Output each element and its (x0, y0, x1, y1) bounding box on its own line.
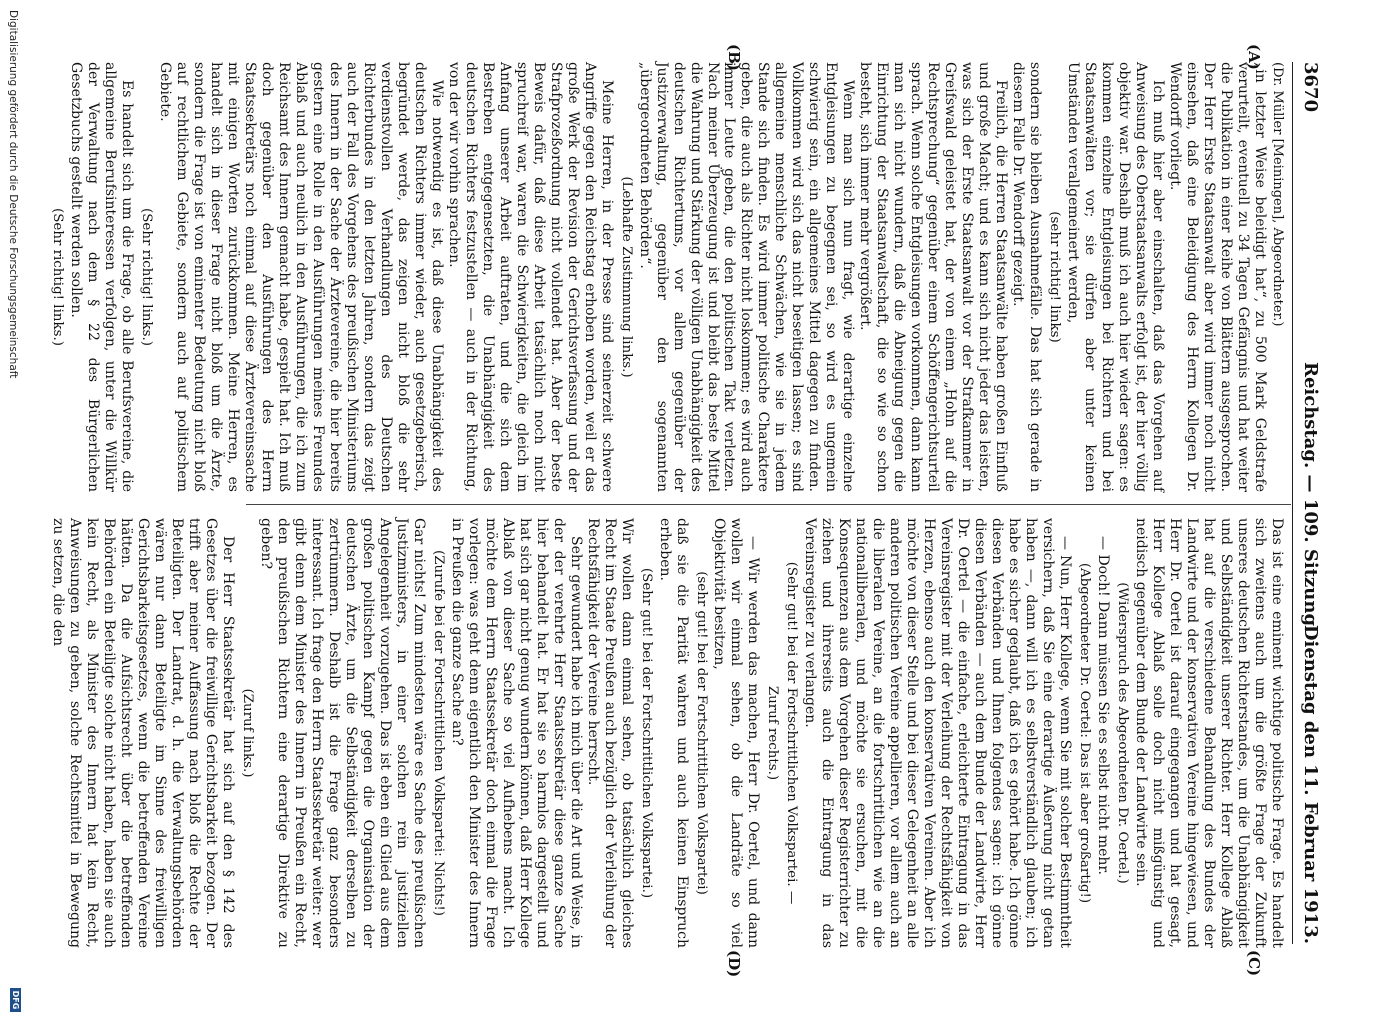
paragraph: Ich muß hier aber einschalten, daß das Vorgehen auf Anweisung des Oberstaatsanwalts erfolgt ist, der hier völlig objektiv war. Deshalb muß ich auch hier wieder sagen: es kommen einzelne Entgleisungen bei Richtern und bei Staatsanwälten vor; sie dürfen aber unter keinen Umständen verallgemeinert werden, (1065, 62, 1167, 492)
interjection: (Abgeordneter Dr. Oertel: Das ist aber großartig!) (1077, 562, 1093, 904)
paragraph: „in letzter Weise beleidigt hat“, zu 500 Mark Geldstrafe verurteilt, eventuell zu 34 Tagen Gefängnis und hat weiter die Publikation in einer Reihe von Blättern ausgesprochen. Der Herr Erste Staatsanwalt aber wird immer noch nicht einsehen, daß eine Beleidigung des Herrn Kollegen Dr. Wendorff vorliegt. (1167, 62, 1269, 492)
paragraph: Es handelt sich um die Frage, ob alle Berufsvereine, die allgemeine Berufsinteressen verfolgen, unter die Willkür der Verwaltung nach dem § 22 des Bürgerlichen Gesetzbuchs gestellt werden sollen. (68, 62, 136, 492)
paragraph: Freilich, die Herren Staatsanwälte haben großen Einfluß und große Macht; und es kann sich nicht jeder das leisten, was sich der Erste Staatsanwalt vor der Strafkammer in Greifswald geleistet hat, der von einem „Hohn auf die Rechtsprechung“ gegenüber einem Schöffengerichtsurteil sprach. Wenn solche Entgleisungen vorkommen, dann kann man sich nicht wundern, daß die Abneigung gegen die Einrichtung der Staatsanwaltschaft, die so wie so schon besteht, sich immer mehr vergrößert. (857, 62, 1010, 492)
interjection: (Sehr gut! bei der Fortschrittlichen Volkspartei. — (784, 561, 800, 905)
digitization-footer (0, 0, 21, 1010)
dfg-logo-icon: DFG (10, 988, 21, 1012)
interjection: (Sehr gut! bei der Fortschrittlichen Volkspartei.) (638, 567, 654, 899)
margin-marker-c: (C) (1245, 950, 1263, 977)
paragraph: Wir wollen dann einmal sehen, ob tatsächlich gleiches Recht im Staate Preußen auch bezüglich der Verleihung der Rechtsfähigkeit der Vereine herrscht. (584, 518, 635, 948)
paragraph: Meine Herren, in der Presse sind seinerzeit schwere Angriffe gegen den Reichstag erhoben worden, weil er das große Werk der Revision der Gerichtsverfassung und der Strafprozeßordnung nicht vollendet hat. Aber der beste Beweis dafür, daß diese Arbeit tatsächlich noch nicht spruchreif war, waren die Schwierigkeiten, die gleich im Anfang unserer Arbeit auftraten, und die sich dem Bestreben entgegensetzten, die Unabhängigkeit des deutschen Richters festzustellen — auch in der Richtung, von der wir vorhin sprachen. (445, 62, 615, 492)
interjection: (Lebhafte Zustimmung links.) (618, 176, 634, 378)
paragraph: Der Herr Staatssekretär hat sich auf den § 142 des Gesetzes über die freiwillige Gerichtsbarkeit bezogen. Der trifft aber meiner Auffassung nach bloß die Rechte der Beteiligten. Der Landrat, d. h. die Verwaltungsbehörden wären nur dann Beteiligte im Sinne des freiwilligen Gerichtsbarkeitsgesetzes, wenn die betreffenden Vereine hätten. Da die Aufsichtsrecht über die betreffenden Behörden ein Beteiligte solche nicht haben, haben sie auch kein Recht, als Minister des Innern hat kein Recht, Anweisungen zu geben, solche Rechtsmittel in Bewegung zu setzen, die den (50, 518, 236, 948)
page-number: 3670 (1300, 62, 1321, 113)
session-date: Dienstag den 11. Februar 1913. (1300, 624, 1321, 944)
paragraph: daß sie die Parität wahren und auch keinen Einspruch erheben. (656, 518, 690, 948)
paragraph: sondern sie bleiben Ausnahmefälle. Das hat sich gerade in diesem Falle Dr. Wendorff gezeigt. (1010, 62, 1044, 492)
left-column (46, 62, 1285, 492)
right-column (49, 518, 1285, 948)
paragraph: Das ist eine eminent wichtige politische Frage. Es handelt sich zweitens auch um die größte Frage der Zukunft unseres deutschen Richterstandes, um die Unabhängigkeit und Selbständigkeit unserer Richter. Herr Kollege Ablaß hat auf die verschiedene Behandlung des Bundes der Landwirte und der konservativen Vereine hingewiesen, und Herr Dr. Oertel ist darauf eingegangen und hat gesagt, Herr Kollege Ablaß solle doch nicht mißgünstig und neidisch gegenüber dem Bunde der Landwirte sein. (1133, 518, 1285, 948)
interjection: (Zurufe bei der Fortschrittlichen Volkspartei: Nichts!) (430, 550, 446, 916)
paragraph: Wenn man sich nun fragt, wie derartige einzelne Entgleisungen zu begegnen sei, so wird es ungemein schwierig sein, ein allgemeines Mittel dagegen zu finden. Vollkommen wird sich das nicht beseitigen lassen; es sind allgemeine menschliche Schwächen, wie sie in jedem Stande sich finden. Es wird immer politische Charaktere geben, die auch als Richter nicht loskommen; es wird auch immer Leute geben, die den politischen Takt verletzen. Nach meiner Überzeugung ist und bleibt das beste Mittel die Wahrung und Stärkung der völligen Unabhängigkeit des deutschen Richtertums, vor allem gegenüber der Justizverwaltung, gegenüber den sogenannten „übergeordneten Behörden“. (636, 62, 857, 492)
interjection: (Sehr richtig! links.) (50, 208, 66, 346)
paragraph: Sehr gewundert habe ich mich über die Art und Weise, in der der verehrte Herr Staatssekretär diese ganze Sache hier behandelt hat. Er hat sie so harmlos dargestellt und hat sich gar nicht genug wundern können, daß Herr Kollege Ablaß von dieser Sache so viel Aufhebens macht. Ich möchte dem Herrn Staatssekretär doch einmal die Frage vorlegen: was geht denn eigentlich den Minister des Innern in Preußen die ganze Sache an? (448, 518, 584, 948)
page-header (1293, 62, 1325, 944)
interjection: Zuruf rechts.) (765, 685, 781, 781)
column-divider (246, 504, 1291, 505)
margin-marker-a: (A) (1245, 44, 1263, 70)
interjection: (sehr gut! bei der Fortschrittlichen Volkspartei) (693, 571, 709, 895)
interjection: (sehr richtig! links) (1047, 211, 1063, 343)
interjection: (Widerspruch des Abgeordneten Dr. Oertel.) (1115, 582, 1131, 884)
margin-marker-d: (D) (725, 950, 743, 978)
paragraph: — Nun, Herr Kollege, wenn Sie mit solcher Bestimmtheit versichern, daß Sie eine derartige Äußerung nicht getan haben —, dann will ich es selbstverständlich glauben; ich habe es sicher geglaubt, daß ich es gehört habe. Ich gönne diesen Verbänden und Ihnen folgendes sagen: ich gönne diesen Verbänden — auch dem Bunde der Landwirte, Herr Dr. Oertel — die einfache, erleichterte Eintragung in das Vereinsregister mit der Verleihung der Rechtsfähigkeit von Herzen, ebenso auch den konservativen Vereinen. Aber ich möchte von dieser Stelle und bei dieser Gelegenheit an alle anderen politischen Vereine appellieren, vor allem auch an die liberalen Vereine, an die fortschrittlichen wie an die nationalliberalen, und möchte sie ersuchen, mit die Konsequenzen aus dem Vorgehen dieser Registerrichter zu ziehen und ihrerseits auch die Eintragung in das Vereinsregister zu verlangen. (802, 518, 1074, 948)
header-rule (1292, 62, 1293, 944)
paragraph: Gar nichts! Zum mindesten wäre es Sache des preußischen Justizministers, in einer solchen rein justiziellen Angelegenheit vorzugehen. Das ist eben ein Glied aus dem großen politischen Kampf gegen die Organisation der deutschen Ärzte, um die Selbständigkeit derselben zu zertrümmern. Deshalb ist die Frage ganz besonders interessant. Ich frage den Herrn Staatssekretär weiter: wer gibt denn dem Minister des Innern in Preußen ein Recht, den preußischen Richtern eine derartige Direktive zu geben? (257, 518, 427, 948)
speaker-line: (Dr. Müller [Meiningen], Abgeordneter.) (1270, 62, 1285, 327)
interjection: (Zuruf links.) (239, 688, 255, 778)
paragraph: — Doch! Dann müssen Sie es selbst nicht mehr. (1095, 536, 1112, 876)
interjection: (Sehr richtig! links.) (139, 208, 155, 346)
paragraph: Wie notwendig es ist, daß diese Unabhängigkeit des deutschen Richters immer wieder, auch gesetzgeberisch, begründet werde, das zeigen nicht bloß die sehr verdienstvollen Verhandlungen des Deutschen Richterbundes in den letzten Jahren, sondern das zeigt auch der Fall des Vorgehens des preußischen Ministeriums des Innern in der Sache der Ärztevereine, die hier bereits gestern eine Rolle in den Ausführungen meines Freundes Ablaß und auch neulich in den Ausführungen, die ich zum Reichsamt des Innern gemacht habe, gespielt hat. Ich muß doch gegenüber den Ausführungen des Herrn Staatssekretärs noch einmal auf diese Ärztevereinssache mit einigen Worten zurückkommen. Meine Herren, es handelt sich in dieser Frage nicht bloß um die Ärzte, sondern die Frage ist von eminenter Bedeutung nicht bloß auf rechtlichem Gebiete, sondern auch auf politischem Gebiete. (157, 62, 445, 492)
margin-marker-b: (B) (725, 44, 743, 71)
digitization-note: Digitalisierung gefördert durch die Deutsche Forschungsgemeinschaft (7, 10, 19, 379)
session-title: Reichstag. — 109. Sitzung. (1300, 362, 1321, 633)
paragraph: — Wir werden das machen, Herr Dr. Oertel, und dann wollen wir einmal sehen, ob die Landräte so viel Objektivität besitzen, (711, 518, 762, 948)
